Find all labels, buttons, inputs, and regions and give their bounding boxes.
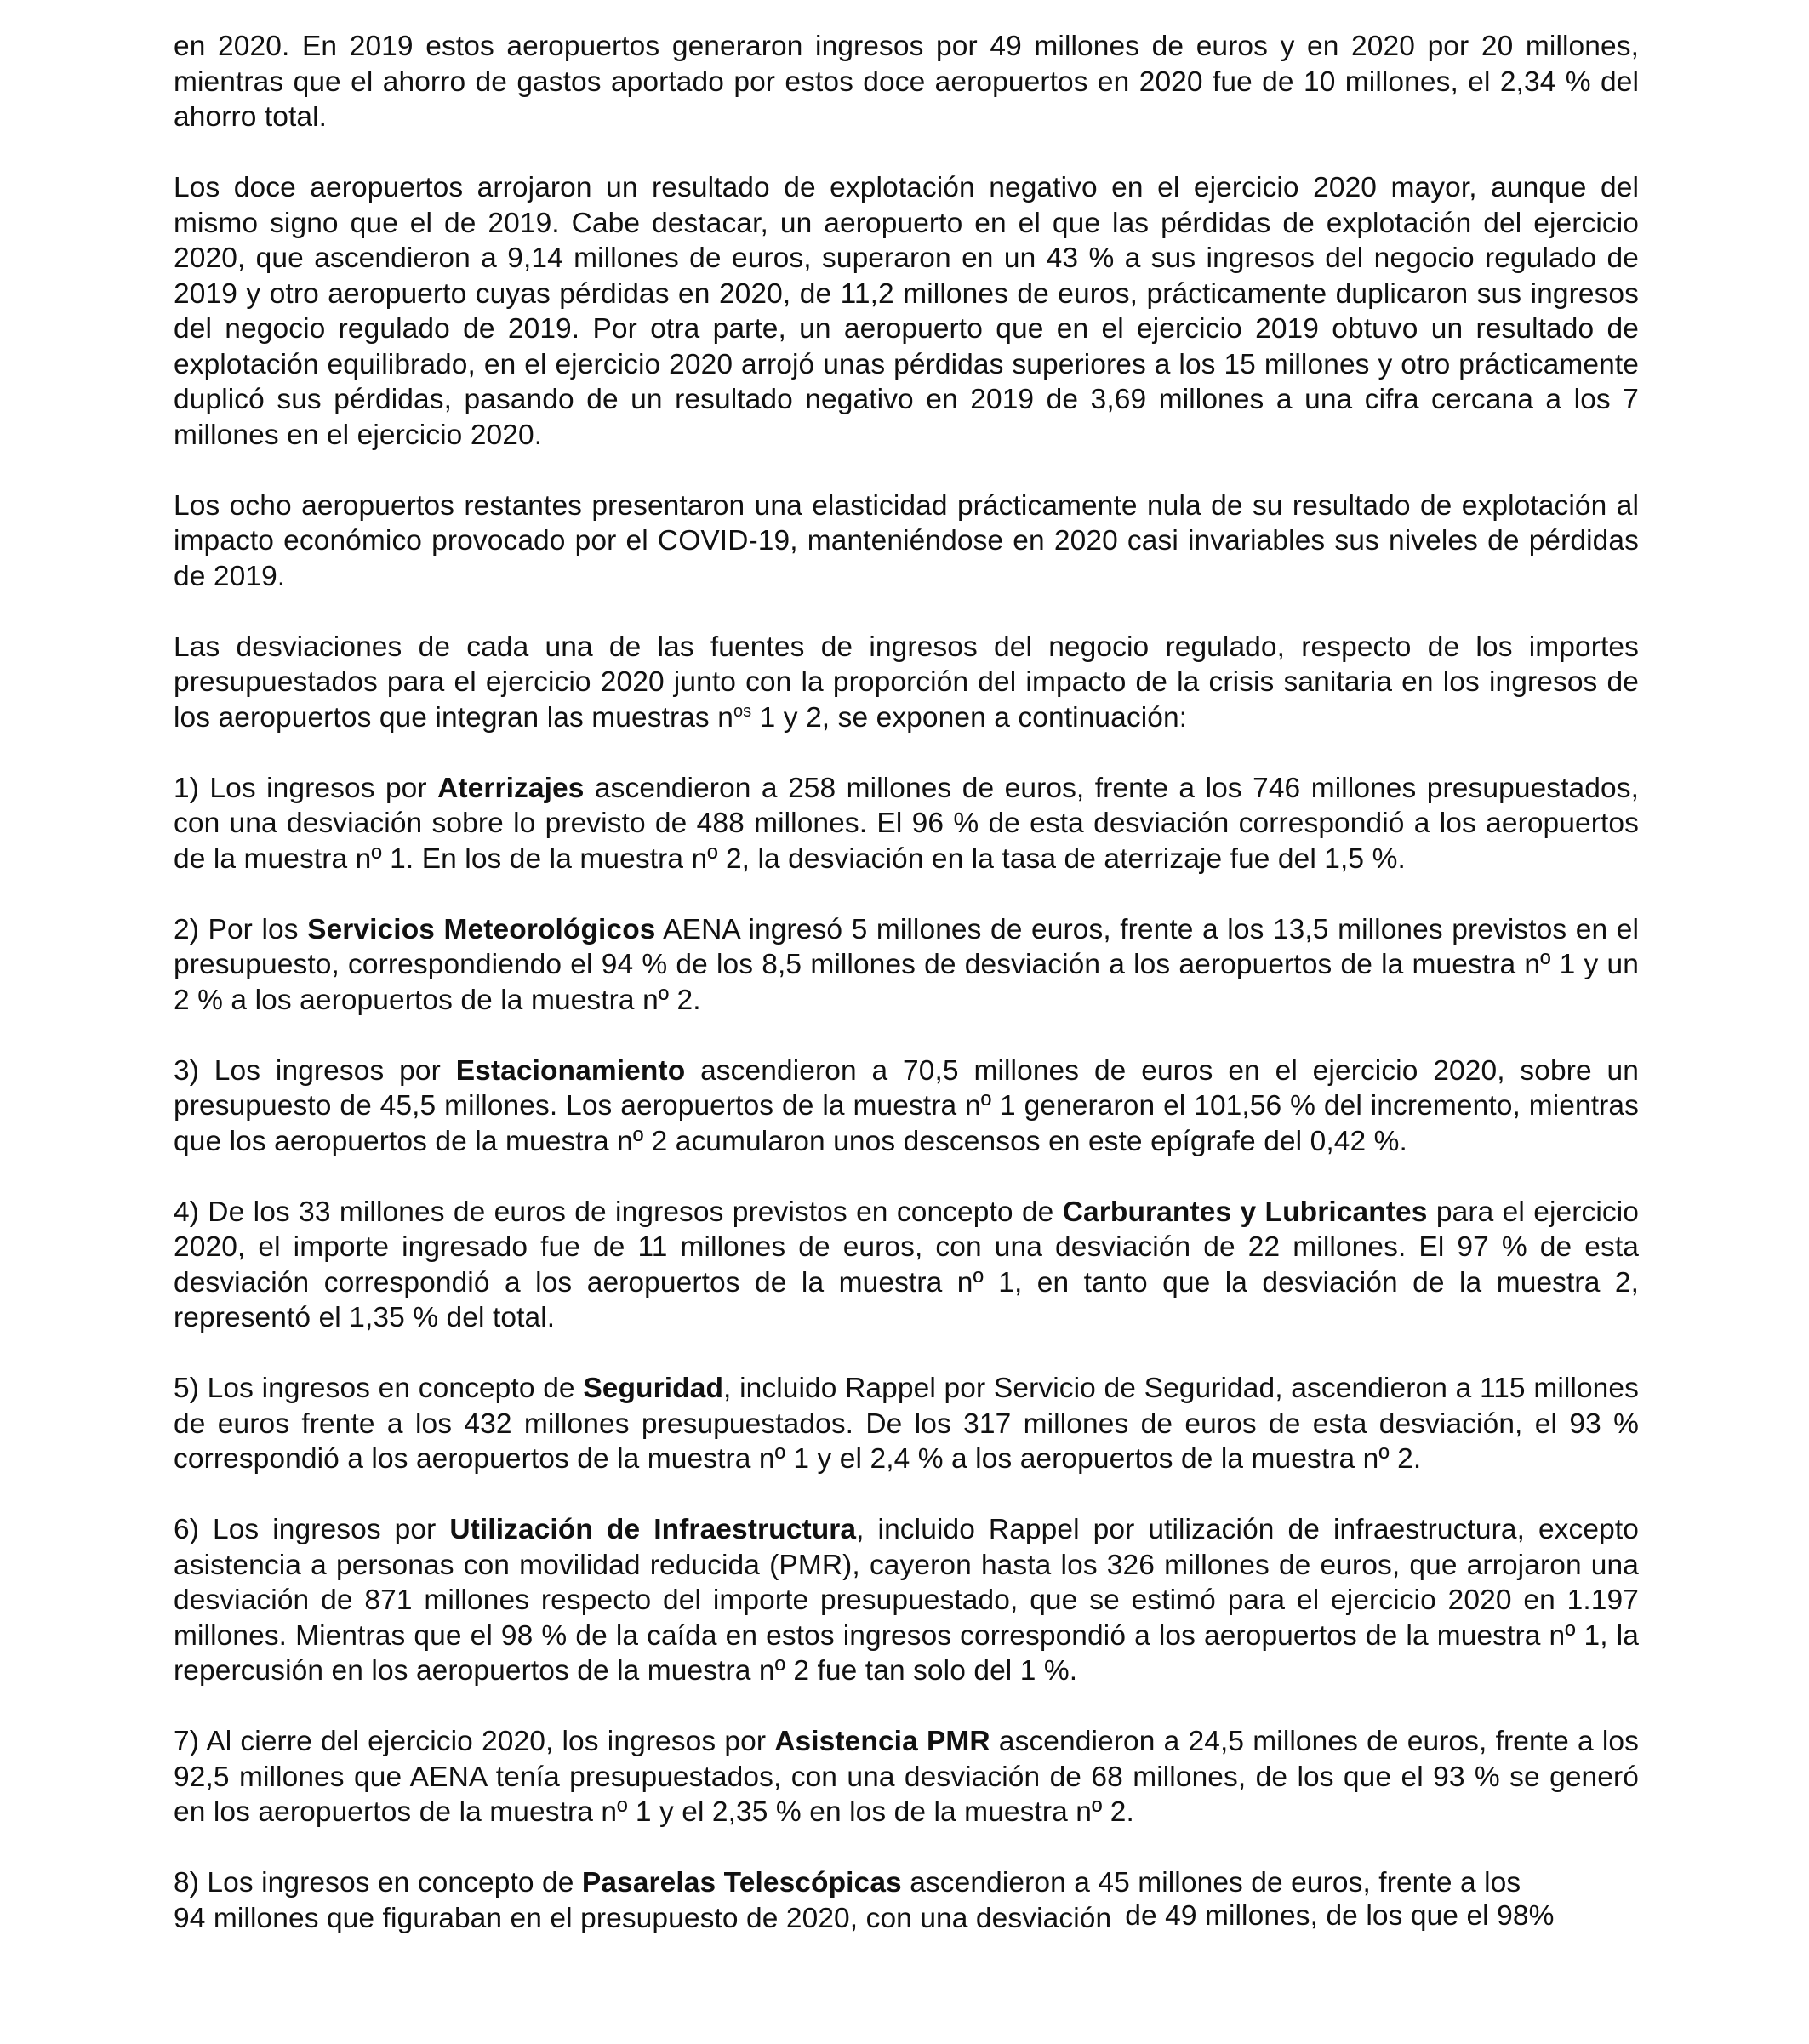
list-item-servicios-meteorologicos [174,912,1639,1019]
paragraph-text: Los doce aeropuertos arrojaron un resultado de explotación negativo en el ejercicio 2020 mayor, aunque del mismo signo que el de 2019. Cabe destacar, un aeropuerto en el que las pérdidas de explotación del ejercicio 2020, que ascendieron a 9,14 millones de euros, superaron en un 43 % a sus ingresos del negocio regulado de 2019 y otro aeropuerto cuyas pérdidas en 2020, de 11,2 millones de euros, prácticamente duplicaron sus ingresos del negocio regulado de 2019. Por otra parte, un aeropuerto que en el ejercicio 2019 obtuvo un resultado de explotación equilibrado, en el ejercicio 2020 arrojó unas pérdidas superiores a los 15 millones y otro prácticamente duplicó sus pérdidas, pasando de un resultado negativo en 2019 de 3,69 millones a una cifra cercana a los 7 millones en el ejercicio 2020. [174,172,1639,451]
list-item-pasarelas-telescopicas [174,1865,1639,1936]
list-item-prefix: 8) Los ingresos en concepto de [174,1867,582,1898]
list-item-estacionamiento [174,1053,1639,1160]
list-item-prefix: 4) De los 33 millones de euros de ingresos previstos en concepto de [174,1196,1063,1228]
paragraph-text: Las desviaciones de cada una de las fuentes de ingresos del negocio regulado, respecto de los importes presupuestados para el ejercicio 2020 junto con la proporción del impacto de la crisis sanitaria en los ingresos de los aeropuertos que integran las muestras n [174,631,1639,734]
list-item-text: AENA ingresó 5 millones de euros, frente a los 13,5 millones previstos en el presupuesto, correspondiendo el 94 % de los 8,5 millones de desviación a los aeropuertos de la muestra nº 1 y un 2 % a los aeropuertos de la muestra nº 2. [174,913,1640,1016]
list-item-term: Estacionamiento [455,1054,686,1087]
list-item-text: , incluido Rappel por Servicio de Seguridad, ascendieron a 115 millones de euros frente a los 432 millones presupuestados. De los 317 millones de euros de esta desviación, el 93 % correspondió a los aeropuertos de la muestra nº 1 y el 2,4 % a los aeropuertos de la muestra nº 2. [174,1373,1639,1475]
list-item-prefix: 2) Por los [174,913,308,945]
paragraph-eight-airports-elasticity [174,488,1639,595]
list-item-cut-line [174,1901,1639,1937]
list-item-text: para el ejercicio 2020, el importe ingresado fue de 11 millones de euros, con una desviación de 22 millones. El 97 % de esta desviación correspondió a los aeropuertos de la muestra nº 1, en tanto que la desviación de la muestra 2, representó el 1,35 % del total. [174,1196,1639,1333]
list-item-term: Aterrizajes [437,772,585,804]
paragraph-twelve-airports-losses [174,170,1639,453]
paragraph-revenue-deviations-intro [174,630,1639,736]
list-item-prefix: 1) Los ingresos por [174,772,438,804]
list-item-line-text: 94 millones que figuraban en el presupuesto de 2020, con una desviación [174,1902,1112,1934]
paragraph-text-continued: 1 y 2, se exponen a continuación: [751,701,1188,734]
paragraph-text: en 2020. En 2019 estos aeropuertos generaron ingresos por 49 millones de euros y en 2020 por 20 millones, mientras que el ahorro de gastos aportado por estos doce aeropuertos en 2020 fue de 10 millones, el 2,34 % del ahorro total. [174,31,1639,133]
list-item-term: Utilización de Infraestructura [449,1514,857,1545]
list-item-text: ascendieron a 258 millones de euros, frente a los 746 millones presupuestados, con una desviación sobre lo previsto de 488 millones. El 96 % de esta desviación correspondió a los aeropuertos de la muestra nº 1. En los de la muestra nº 2, la desviación en la tasa de aterrizaje fue del 1,5 %. [174,772,1639,875]
list-item-asistencia-pmr [174,1724,1639,1830]
superscript-os: os [733,701,752,721]
list-item-term: Pasarelas Telescópicas [581,1867,902,1898]
list-item-utilizacion-infraestructura [174,1512,1639,1689]
paragraph-text: Los ocho aeropuertos restantes presentaron una elasticidad prácticamente nula de su resultado de explotación al impacto económico provocado por el COVID-19, manteniéndose en 2020 casi invariables sus niveles de pérdidas de 2019. [174,489,1639,592]
list-item-prefix: 7) Al cierre del ejercicio 2020, los ingresos por [174,1726,775,1757]
paragraph-airport-revenues-2019-2020 [174,29,1639,135]
document-page [174,29,1639,1936]
list-item-line-tail: de 49 millones, de los que el 98% [1125,1899,1555,1932]
list-item-carburantes-lubricantes [174,1195,1639,1336]
list-item-term: Carburantes y Lubricantes [1062,1196,1428,1228]
list-item-text: ascendieron a 70,5 millones de euros en el ejercicio 2020, sobre un presupuesto de 45,5 millones. Los aeropuertos de la muestra nº 1 generaron el 101,56 % del incremento, mientras que los aeropuertos de la muestra nº 2 acumularon unos descensos en este epígrafe del 0,42 %. [174,1054,1639,1157]
list-item-seguridad [174,1371,1639,1477]
list-item-prefix: 6) Los ingresos por [174,1514,450,1545]
list-item-term: Seguridad [583,1373,724,1404]
list-item-prefix: 3) Los ingresos por [174,1054,456,1087]
list-item-aterrizajes [174,771,1639,877]
list-item-prefix: 5) Los ingresos en concepto de [174,1373,584,1404]
list-item-text: , incluido Rappel por utilización de infraestructura, excepto asistencia a personas con movilidad reducida (PMR), cayeron hasta los 326 millones de euros, que arrojaron una desviación de 871 millones respecto del importe presupuestado, que se estimó para el ejercicio 2020 en 1.197 millones. Mientras que el 98 % de la caída en estos ingresos correspondió a los aeropuertos de la muestra nº 1, la repercusión en los aeropuertos de la muestra nº 2 fue tan solo del 1 %. [174,1514,1639,1687]
list-item-term: Servicios Meteorológicos [307,913,656,945]
list-item-text: ascendieron a 45 millones de euros, frente a los [901,1867,1521,1898]
list-item-term: Asistencia PMR [774,1726,990,1757]
list-item-text: ascendieron a 24,5 millones de euros, frente a los 92,5 millones que AENA tenía presupuestados, con una desviación de 68 millones, de los que el 93 % se generó en los aeropuertos de la muestra nº 1 y el 2,35 % en los de la muestra nº 2. [174,1726,1639,1828]
